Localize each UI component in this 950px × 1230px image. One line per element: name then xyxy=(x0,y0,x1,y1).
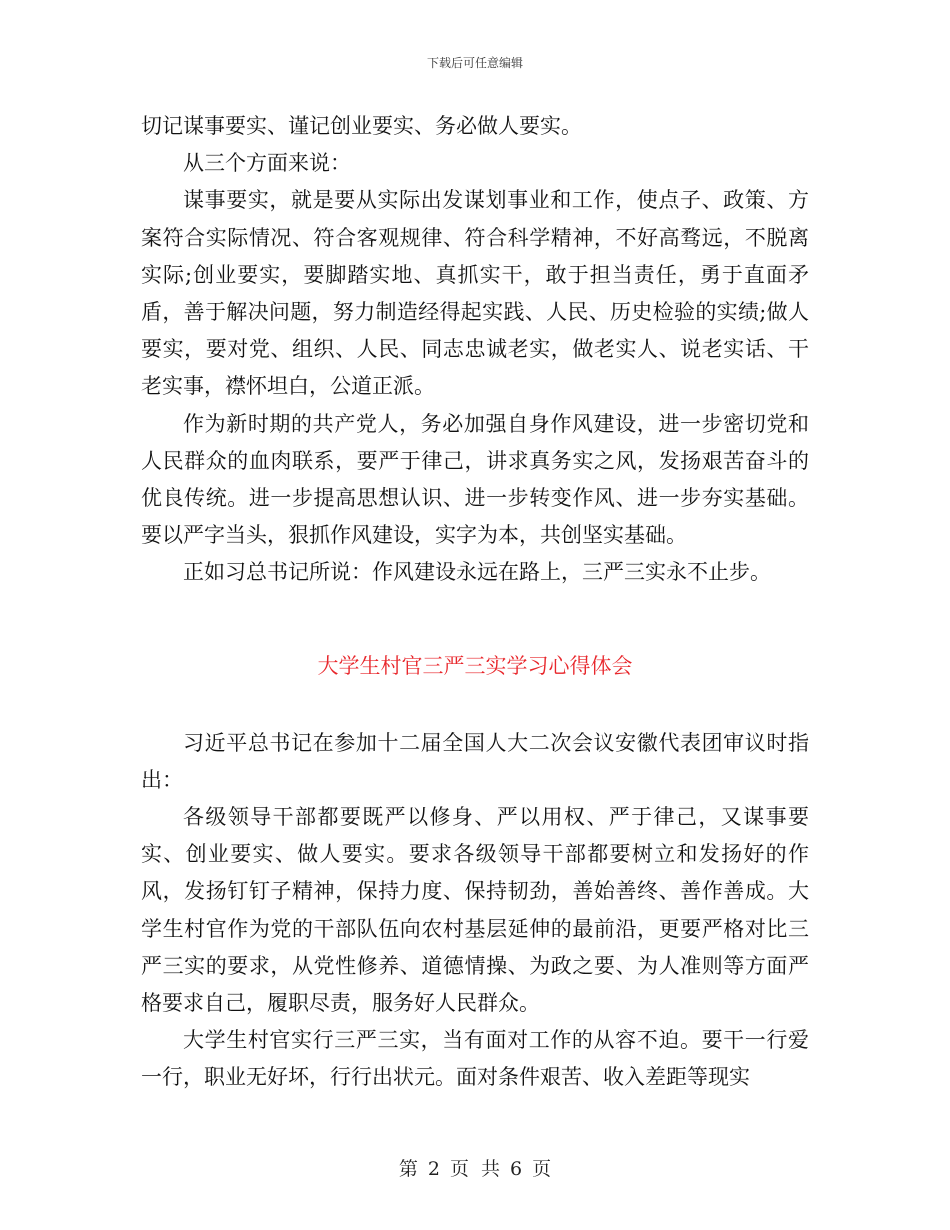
section-title: 大学生村官三严三实学习心得体会 xyxy=(317,653,633,678)
paragraph-8: 大学生村官实行三严三实，当有面对工作的从容不迫。要干一行爱一行，职业无好坏，行行出状元。面对条件艰苦、收入差距等现实 xyxy=(141,1028,809,1090)
paragraph-2: 从三个方面来说： xyxy=(183,151,351,176)
paragraph-4: 作为新时期的共产党人，务必加强自身作风建设，进一步密切党和人民群众的血肉联系，要严于律己，讲求真务实之风，发扬艰苦奋斗的优良传统。进一步提高思想认识、进一步转变作风、进一步夯实基础。要以严字当头，狠抓作风建设，实字为本，共创坚实基础。 xyxy=(141,411,809,548)
paragraph-5: 正如习总书记所说：作风建设永远在路上，三严三实永不止步。 xyxy=(183,560,771,585)
paragraph-3: 谋事要实，就是要从实际出发谋划事业和工作，使点子、政策、方案符合实际情况、符合客观规律、符合科学精神，不好高骛远，不脱离实际;创业要实，要脚踏实地、真抓实干，敢于担当责任，勇于直面矛盾，善于解决问题，努力制造经得起实践、人民、历史检验的实绩;做人要实，要对党、组织、人民、同志忠诚老实，做老实人、说老实话、干老实事，襟怀坦白，公道正派。 xyxy=(141,188,809,399)
paragraph-1: 切记谋事要实、谨记创业要实、务必做人要实。 xyxy=(141,114,582,138)
page-footer xyxy=(0,1154,950,1181)
page-header: 下载后可任意编辑 xyxy=(426,56,523,70)
footer-prefix: 第 xyxy=(398,1158,418,1180)
paragraph-7: 各级领导干部都要既严以修身、严以用权、严于律己，又谋事要实、创业要实、做人要实。要求各级领导干部都要树立和发扬好的作风，发扬钉钉子精神，保持力度、保持韧劲，善始善终、善作善成。大学生村官作为党的干部队伍向农村基层延伸的最前沿，更要严格对比三严三实的要求，从党性修养、道德情操、为政之要、为人准则等方面严格要求自己，履职尽责，服务好人民群众。 xyxy=(141,805,809,1016)
footer-page-number: 2 xyxy=(427,1158,440,1180)
paragraph-6: 习近平总书记在参加十二届全国人大二次会议安徽代表团审议时指出： xyxy=(141,730,809,792)
footer-total-pages: 6 xyxy=(510,1158,523,1180)
footer-suffix: 页 xyxy=(532,1158,552,1180)
document-body xyxy=(141,108,809,1097)
footer-middle: 页 共 xyxy=(449,1158,501,1180)
